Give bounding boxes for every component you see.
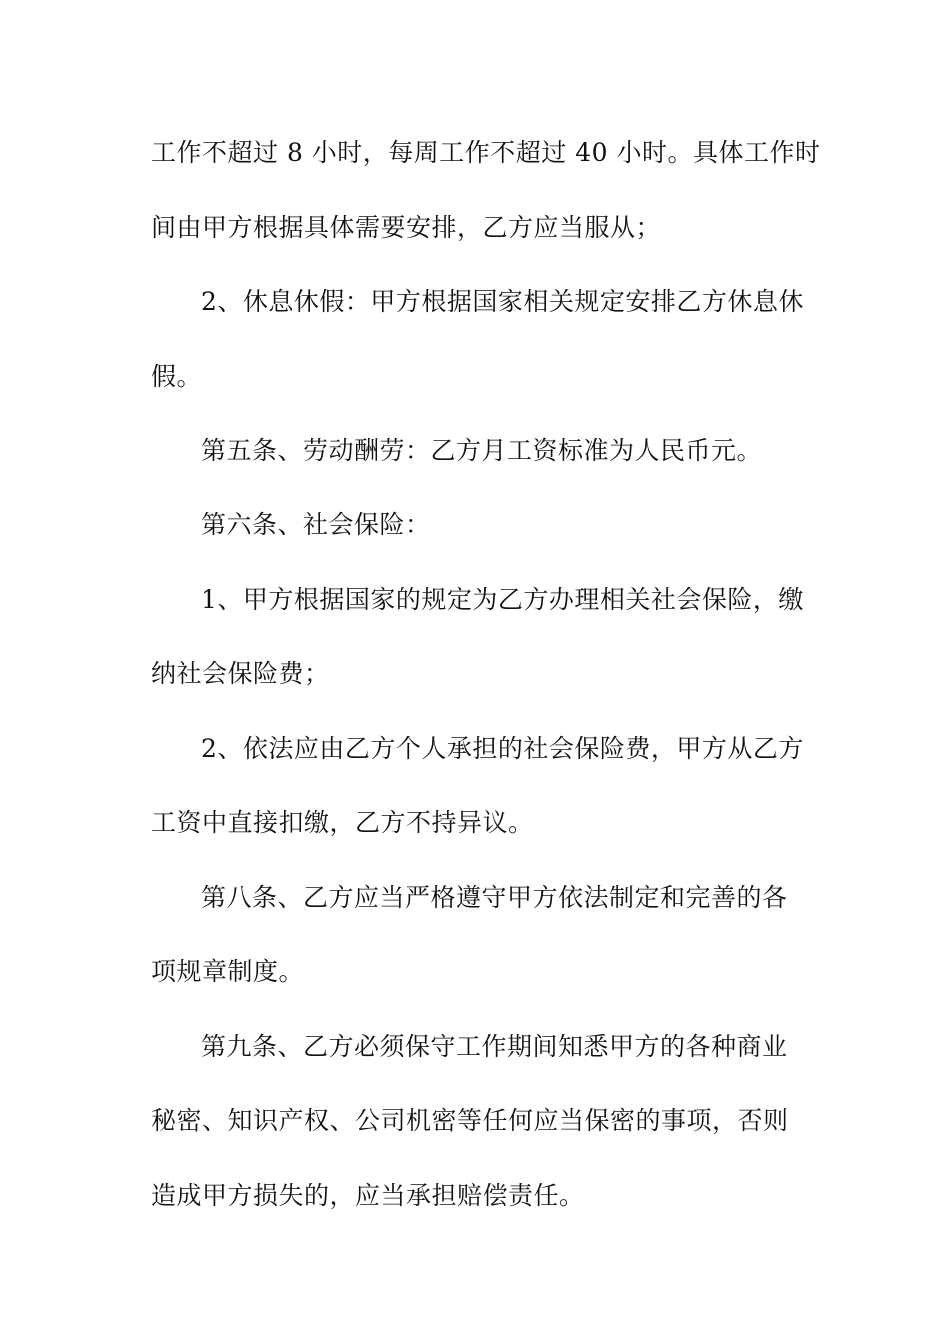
text-line-11: 第八条、乙方应当严格遵守甲方依法制定和完善的各 (201, 883, 788, 912)
text-line-10: 工资中直接扣缴，乙方不持异议。 (151, 808, 534, 837)
text-line-5: 第五条、劳动酬劳：乙方月工资标准为人民币元。 (201, 436, 763, 465)
text-line-2: 间由甲方根据具体需要安排，乙方应当服从； (151, 213, 662, 242)
text-line-12: 项规章制度。 (151, 957, 305, 986)
text-line-3: 2、休息休假：甲方根据国家相关规定安排乙方休息休 (201, 287, 804, 316)
text-line-8: 纳社会保险费； (151, 659, 330, 688)
text-line-13: 第九条、乙方必须保守工作期间知悉甲方的各种商业 (201, 1032, 788, 1061)
text-line-4: 假。 (151, 362, 203, 391)
text-line-14: 秘密、知识产权、公司机密等任何应当保密的事项，否则 (151, 1106, 789, 1135)
text-line-15: 造成甲方损失的，应当承担赔偿责任。 (151, 1181, 585, 1210)
text-line-7: 1、甲方根据国家的规定为乙方办理相关社会保险，缴 (201, 585, 804, 614)
text-line-1: 工作不超过 8 小时，每周工作不超过 40 小时。具体工作时 (151, 138, 821, 167)
text-line-6: 第六条、社会保险： (201, 510, 431, 539)
text-line-9: 2、依法应由乙方个人承担的社会保险费，甲方从乙方 (201, 734, 804, 763)
